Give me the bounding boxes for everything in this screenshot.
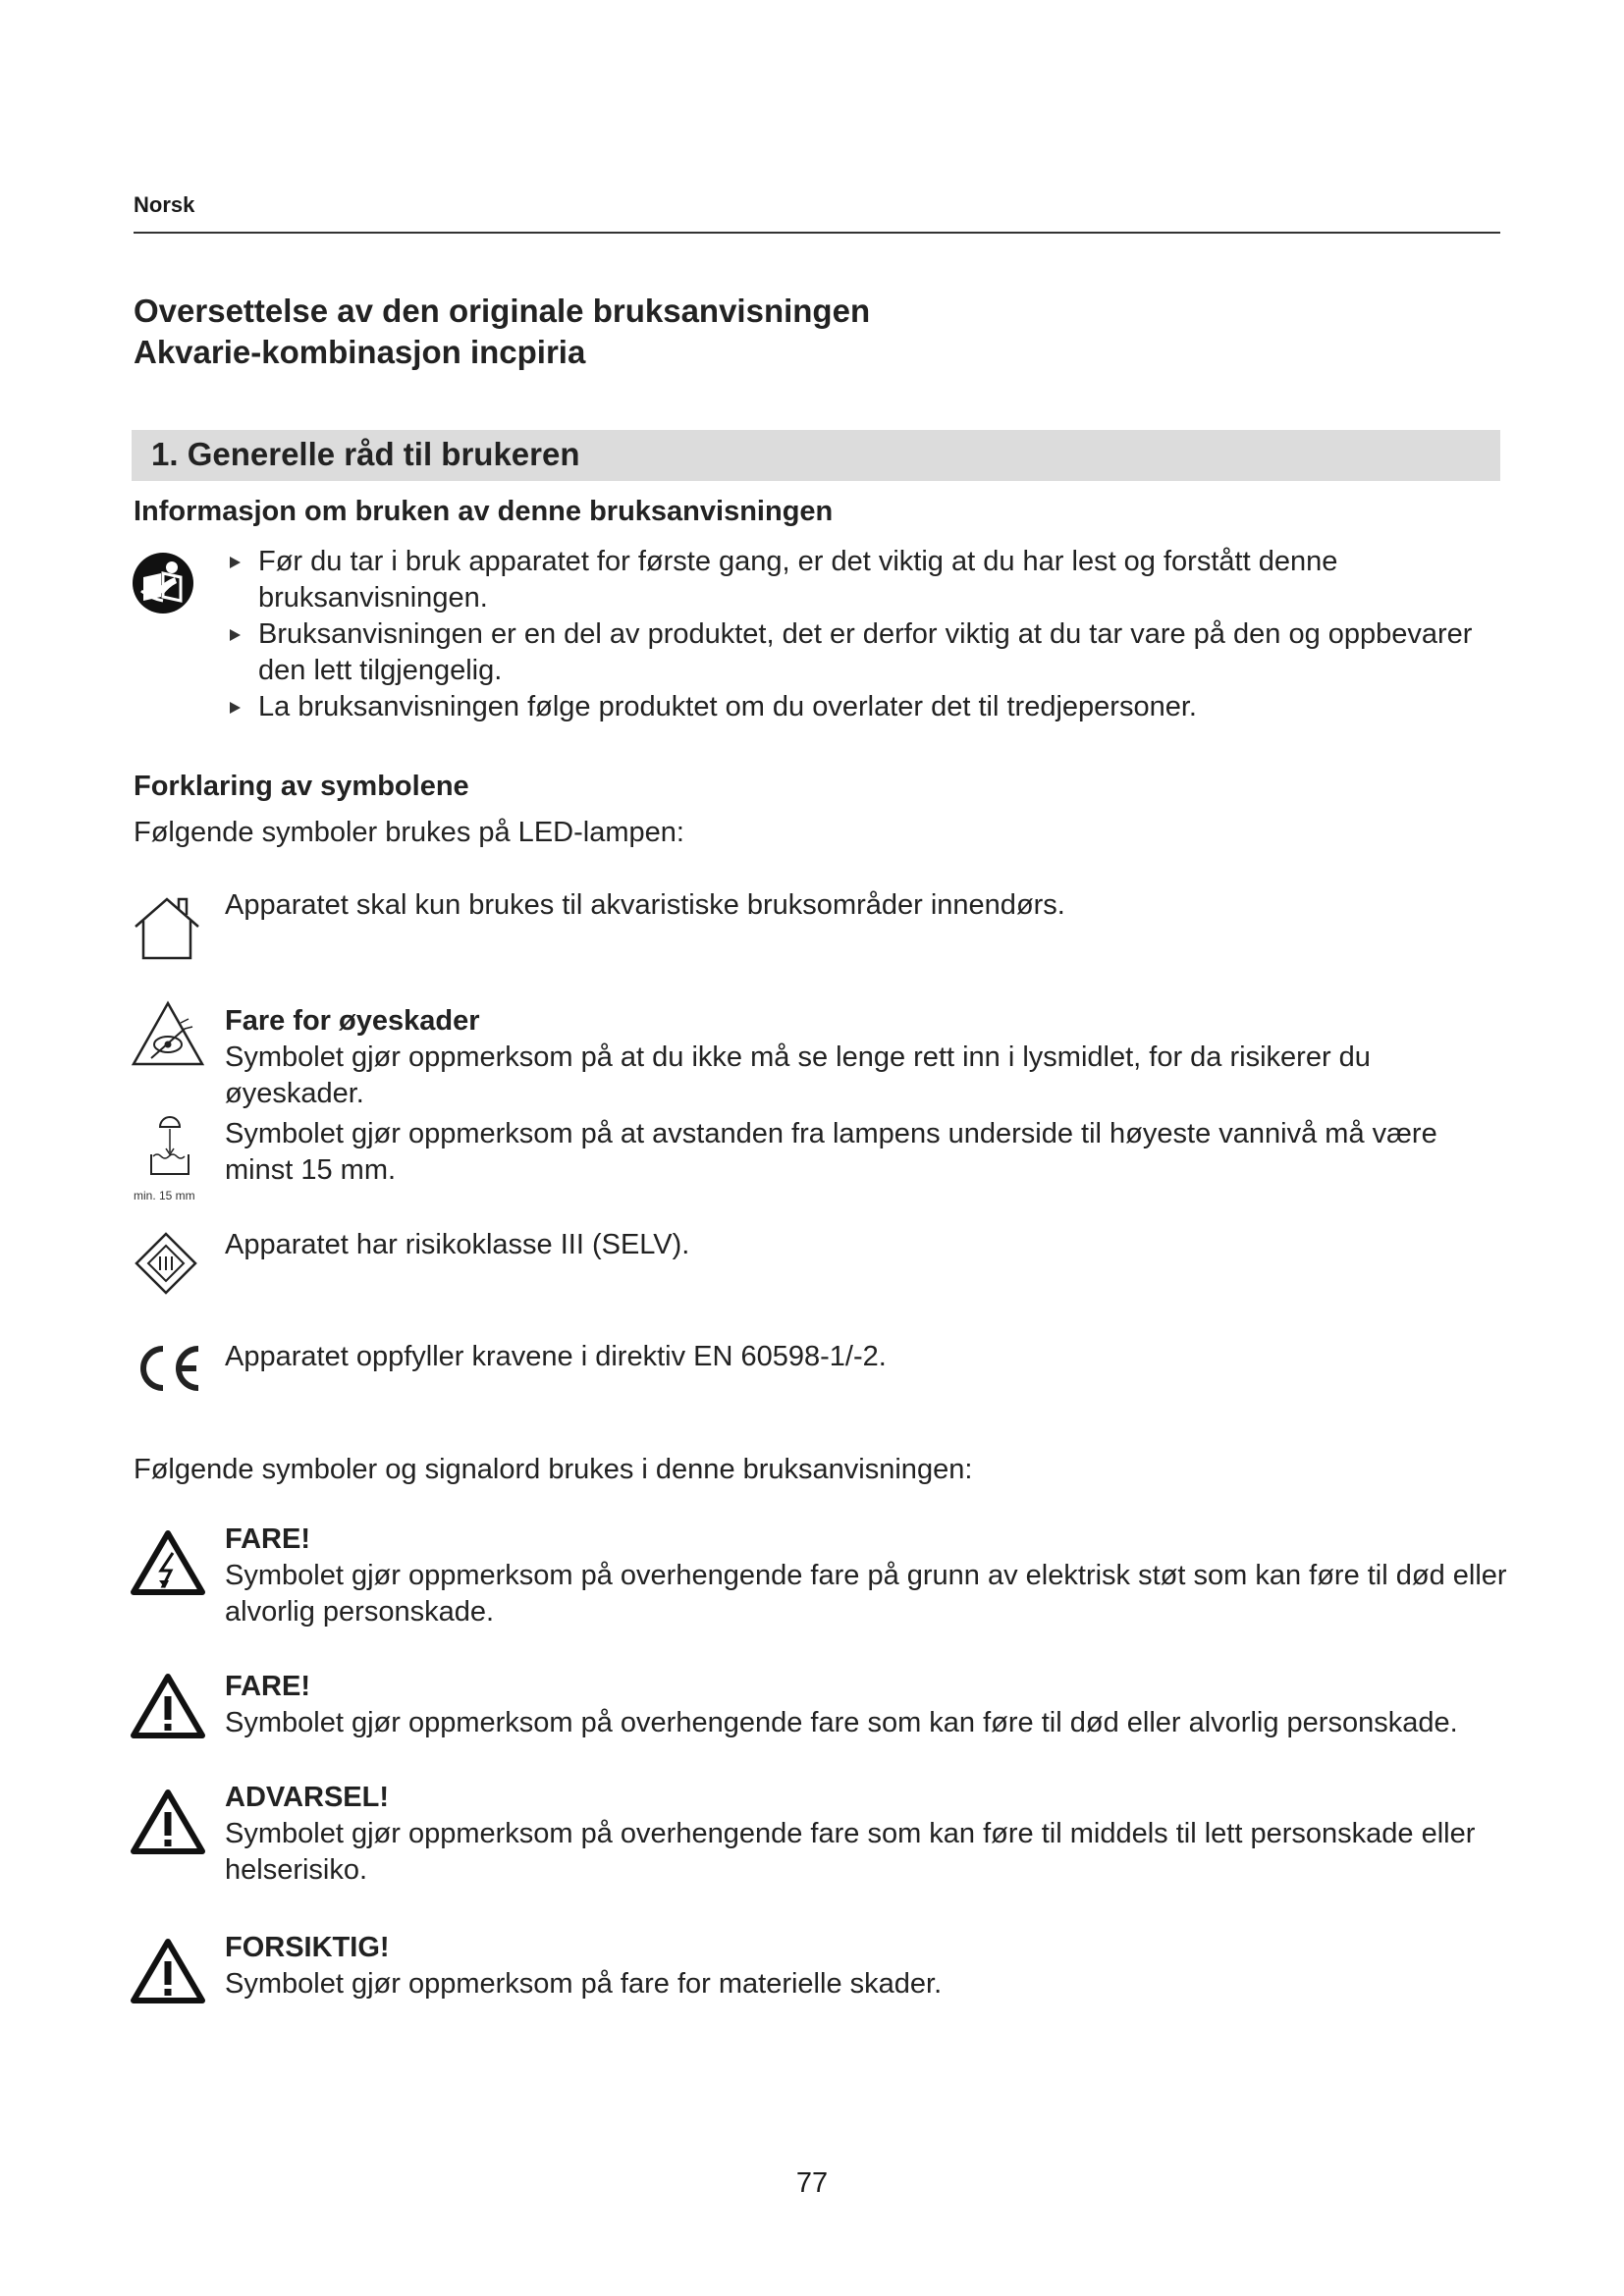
signal-word-text: Symbolet gjør oppmerksom på overhengende fare som kan føre til middels til lett personskade eller helserisiko. xyxy=(225,1818,1476,1886)
min-distance-water-icon xyxy=(147,1113,192,1182)
signal-word-title: FARE! xyxy=(225,1671,310,1702)
signal-word-title: FARE! xyxy=(225,1523,310,1555)
signal-word-entry xyxy=(225,1930,1511,2002)
list-item: Bruksanvisningen er en del av produktet, det er derfor viktig at du tar vare på den og oppbevarer den lett tilgjengelig. xyxy=(227,616,1503,689)
led-symbol-text: Apparatet oppfyller kravene i direktiv EN 60598-1/-2. xyxy=(225,1341,887,1372)
list-item: Før du tar i bruk apparatet for første gang, er det viktig at du har lest og forstått denne bruksanvisningen. xyxy=(227,544,1503,616)
symbols-heading: Forklaring av symbolene xyxy=(134,771,469,802)
read-manual-icon xyxy=(132,552,194,614)
page-number: 77 xyxy=(795,2167,829,2199)
ce-mark-icon xyxy=(134,1343,204,1394)
signal-word-text: Symbolet gjør oppmerksom på overhengende fare på grunn av elektrisk støt som kan føre til død eller alvorlig personskade. xyxy=(225,1560,1507,1628)
led-symbol-text: Apparatet skal kun brukes til akvaristiske bruksområder innendørs. xyxy=(225,889,1065,921)
signal-word-entry xyxy=(225,1522,1511,1630)
header-divider xyxy=(134,232,1500,234)
electric-hazard-icon xyxy=(130,1529,206,1596)
eye-damage-warning-icon xyxy=(130,999,206,1068)
protection-class-iii-icon xyxy=(134,1231,198,1296)
section-heading-bar xyxy=(132,430,1500,481)
info-heading: Informasjon om bruken av denne bruksanvisningen xyxy=(134,496,834,527)
signal-word-title: ADVARSEL! xyxy=(225,1782,390,1813)
warning-triangle-icon xyxy=(130,1938,206,2004)
warning-triangle-icon xyxy=(130,1673,206,1739)
led-symbol-title: Fare for øyeskader xyxy=(225,1005,480,1037)
led-symbol-entry xyxy=(225,1003,1511,1112)
info-bullet-list xyxy=(227,544,1503,725)
language-label: Norsk xyxy=(134,192,195,217)
section-heading: 1. Generelle råd til brukeren xyxy=(151,436,580,472)
warning-triangle-icon xyxy=(130,1789,206,1855)
indoor-house-icon xyxy=(132,893,202,960)
led-symbol-text: Apparatet har risikoklasse III (SELV). xyxy=(225,1229,690,1260)
signal-intro: Følgende symboler og signalord brukes i denne bruksanvisningen: xyxy=(134,1454,973,1485)
led-symbol-text: Symbolet gjør oppmerksom på at du ikke må se lenge rett inn i lysmidlet, for da risikerer du øyeskader. xyxy=(225,1041,1371,1109)
min-distance-caption: min. 15 mm xyxy=(134,1189,195,1202)
led-symbol-text: Symbolet gjør oppmerksom på at avstanden fra lampens underside til høyeste vannivå må være minst 15 mm. xyxy=(225,1118,1437,1186)
title-line-2: Akvarie-kombinasjon incpiria xyxy=(134,334,586,370)
document-title xyxy=(134,291,870,373)
symbols-intro: Følgende symboler brukes på LED-lampen: xyxy=(134,817,684,848)
signal-word-title: FORSIKTIG! xyxy=(225,1932,390,1963)
signal-word-text: Symbolet gjør oppmerksom på overhengende fare som kan føre til død eller alvorlig personskade. xyxy=(225,1707,1458,1738)
signal-word-entry xyxy=(225,1669,1511,1741)
title-line-1: Oversettelse av den originale bruksanvisningen xyxy=(134,293,871,329)
signal-word-entry xyxy=(225,1780,1511,1889)
signal-word-text: Symbolet gjør oppmerksom på fare for materielle skader. xyxy=(225,1968,943,2000)
list-item: La bruksanvisningen følge produktet om du overlater det til tredjepersoner. xyxy=(227,689,1503,725)
